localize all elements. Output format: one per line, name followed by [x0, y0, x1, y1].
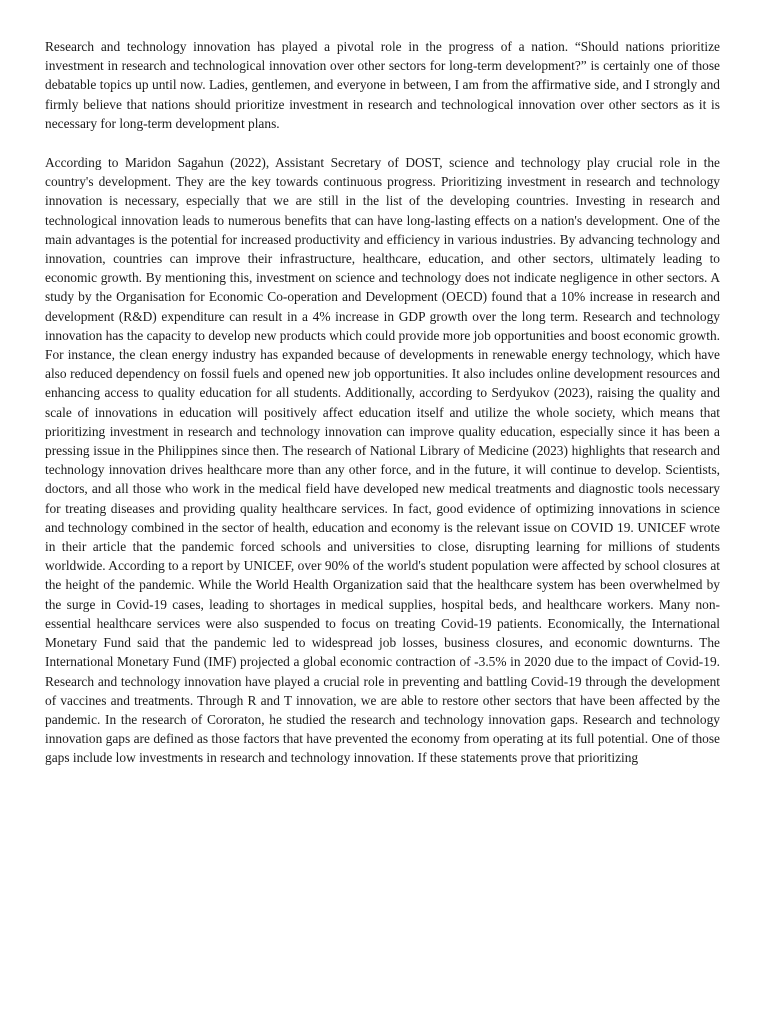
document-page: [45, 37, 720, 768]
paragraph-introduction: Research and technology innovation has played a pivotal role in the progress of a nation. “Should nations prioritize investment in research and technological innovation over other sectors for long-term development?” is certainly one of those debatable topics up until now. Ladies, gentlemen, and everyone in between, I am from the affirmative side, and I strongly and firmly believe that nations should prioritize investment in research and technological innovation over other sectors as it is necessary for long-term development plans.: [45, 39, 720, 131]
paragraph-body: According to Maridon Sagahun (2022), Assistant Secretary of DOST, science and technology play crucial role in the country's development. They are the key towards continuous progress. Prioritizing investment in research and technology innovation is necessary, especially that we are still in the list of the developing countries. Investing in research and technological innovation leads to numerous benefits that can have long-lasting effects on a nation's development. One of the main advantages is the potential for increased productivity and efficiency in various industries. By advancing technology and innovation, countries can improve their infrastructure, healthcare, education, and other sectors, ultimately leading to economic growth. By mentioning this, investment on science and technology does not indicate negligence in other sectors. A study by the Organisation for Economic Co-operation and Development (OECD) found that a 10% increase in research and development (R&D) expenditure can result in a 4% increase in GDP growth over the long term. Research and technology innovation has the capacity to develop new products which could provide more job opportunities and boost economic growth. For instance, the clean energy industry has expanded because of developments in renewable energy technology, which have also reduced dependency on fossil fuels and opened new job opportunities. It also includes online development resources and enhancing access to quality education for all students. Additionally, according to Serdyukov (2023), raising the quality and scale of innovations in education will positively affect education itself and utilize the whole society, which means that prioritizing investment in research and technology innovation can improve quality education, especially since it has been a pressing issue in the Philippines since then. The research of National Library of Medicine (2023) highlights that research and technology innovation drives healthcare more than any other force, and in the future, it will continue to develop. Scientists, doctors, and all those who work in the medical field have developed new medical treatments and diagnostic tools necessary for treating diseases and providing quality healthcare services. In fact, good evidence of optimizing innovations in science and technology combined in the sector of health, education and economy is the relevant issue on COVID 19. UNICEF wrote in their article that the pandemic forced schools and universities to close, disrupting learning for millions of students worldwide. According to a report by UNICEF, over 90% of the world's student population were affected by school closures at the height of the pandemic. While the World Health Organization said that the healthcare system has been overwhelmed by the surge in Covid-19 cases, leading to shortages in medical supplies, hospital beds, and healthcare workers. Many non-essential healthcare services were also suspended to focus on treating Covid-19 patients. Economically, the International Monetary Fund said that the pandemic led to widespread job losses, business closures, and economic downturns. The International Monetary Fund (IMF) projected a global economic contraction of -3.5% in 2020 due to the impact of Covid-19. Research and technology innovation have played a crucial role in preventing and battling Covid-19 through the development of vaccines and treatments. Through R and T innovation, we are able to restore other sectors that have been affected by the pandemic. In the research of Cororaton, he studied the research and technology innovation gaps. Research and technology innovation gaps are defined as those factors that have prevented the economy from operating at its full potential. One of those gaps include low investments in research and technology innovation. If these statements prove that prioritizing: [45, 155, 720, 766]
